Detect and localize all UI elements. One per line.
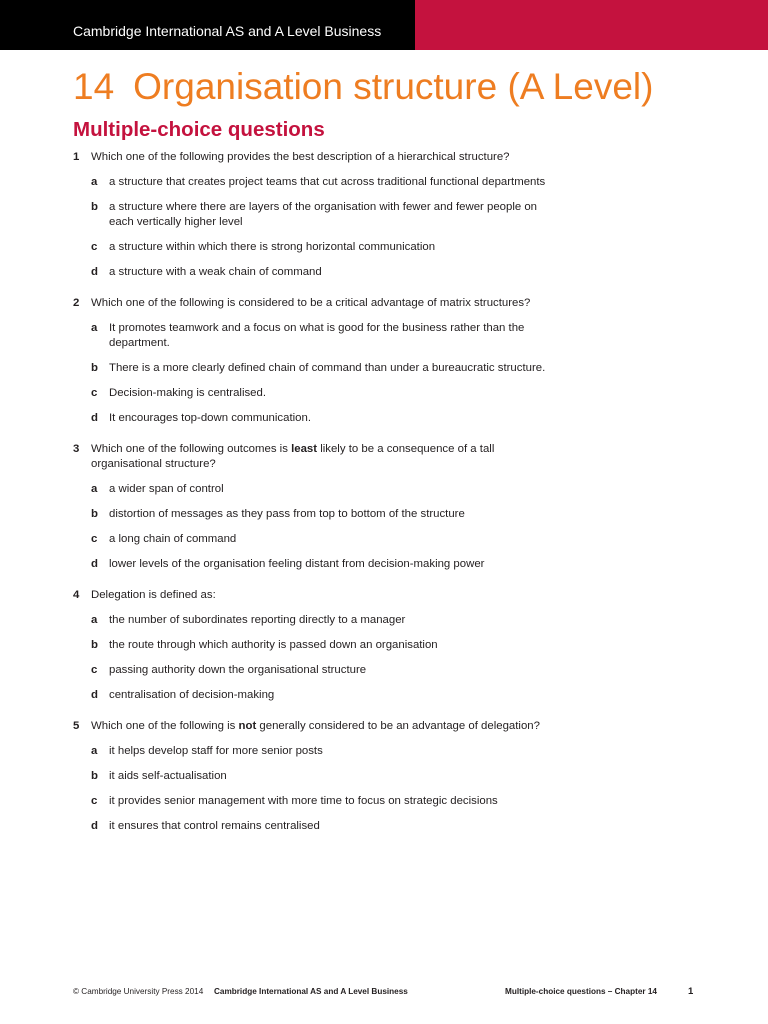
option-c <box>73 240 693 255</box>
option-a <box>73 175 693 190</box>
question-3 <box>73 442 693 588</box>
question-number: 5 <box>73 720 80 732</box>
question-stem <box>73 719 693 734</box>
option-c <box>73 794 693 809</box>
option-letter: a <box>91 483 98 495</box>
question-text-continued: organisational structure? <box>91 458 216 470</box>
question-number: 1 <box>73 151 80 163</box>
option-letter: d <box>91 412 98 424</box>
option-text: the route through which authority is passed down an organisation <box>109 639 438 651</box>
question-text: Which one of the following is considered to be a critical advantage of matrix structures? <box>91 297 531 309</box>
option-letter: c <box>91 241 98 253</box>
option-text: a long chain of command <box>109 533 237 545</box>
option-letter: a <box>91 322 98 334</box>
option-text: There is a more clearly defined chain of command than under a bureaucratic structure. <box>109 362 546 374</box>
question-stem <box>73 588 693 603</box>
option-text-continued: department. <box>109 337 170 349</box>
option-letter: d <box>91 558 98 570</box>
option-a <box>73 321 693 351</box>
option-d <box>73 688 693 703</box>
option-b <box>73 200 693 230</box>
question-4 <box>73 588 693 719</box>
option-c <box>73 663 693 678</box>
question-list <box>73 150 693 850</box>
option-text: a structure that creates project teams that cut across traditional functional departments <box>109 176 546 188</box>
option-text: the number of subordinates reporting directly to a manager <box>109 614 406 626</box>
option-letter: b <box>91 201 98 213</box>
option-b <box>73 507 693 522</box>
option-c <box>73 386 693 401</box>
option-a <box>73 613 693 628</box>
option-letter: d <box>91 689 98 701</box>
option-text: it helps develop staff for more senior posts <box>109 745 323 757</box>
chapter-number: 14 <box>73 66 115 107</box>
option-b <box>73 769 693 784</box>
question-stem <box>73 150 693 165</box>
option-text: distortion of messages as they pass from top to bottom of the structure <box>109 508 465 520</box>
option-text: a structure within which there is strong horizontal communication <box>109 241 436 253</box>
option-text: It encourages top-down communication. <box>109 412 311 424</box>
option-letter: a <box>91 614 98 626</box>
option-letter: c <box>91 533 98 545</box>
question-stem <box>73 442 693 472</box>
header-black-band <box>0 0 415 50</box>
option-text: passing authority down the organisational structure <box>109 664 367 676</box>
option-letter: c <box>91 387 98 399</box>
option-c <box>73 532 693 547</box>
option-text: a wider span of control <box>109 483 224 495</box>
header-bar <box>0 0 768 50</box>
question-text <box>91 442 693 457</box>
question-text: Which one of the following provides the best description of a hierarchical structure? <box>91 151 510 163</box>
option-text: Decision-making is centralised. <box>109 387 266 399</box>
option-text: it provides senior management with more time to focus on strategic decisions <box>109 795 498 807</box>
chapter-title: Organisation structure (A Level) <box>133 66 654 107</box>
question-number: 4 <box>73 589 80 601</box>
question-number: 3 <box>73 443 80 455</box>
section-title: Multiple-choice questions <box>73 118 325 141</box>
question-text-start: Which one of the following outcomes is <box>91 443 292 455</box>
option-text: lower levels of the organisation feeling distant from decision-making power <box>109 558 485 570</box>
option-letter: d <box>91 820 98 832</box>
header-title: Cambridge International AS and A Level Business <box>73 23 382 39</box>
header-accent-band <box>415 0 768 50</box>
option-d <box>73 411 693 426</box>
option-text: a structure where there are layers of the organisation with fewer and fewer people on <box>109 201 538 213</box>
footer-page-number: 1 <box>688 986 694 997</box>
footer-copyright: © Cambridge University Press 2014 <box>73 987 204 996</box>
question-emphasis: least <box>291 443 318 455</box>
question-text <box>91 719 693 734</box>
option-letter: b <box>91 639 98 651</box>
question-2 <box>73 296 693 442</box>
option-text-continued: each vertically higher level <box>109 216 243 228</box>
option-b <box>73 638 693 653</box>
option-letter: b <box>91 770 98 782</box>
question-text: Delegation is defined as: <box>91 589 216 601</box>
question-text-start: Which one of the following is <box>91 720 239 732</box>
option-d <box>73 819 693 834</box>
option-text: it ensures that control remains centralised <box>109 820 320 832</box>
footer-section-label: Multiple-choice questions – Chapter 14 <box>505 987 657 996</box>
option-a <box>73 744 693 759</box>
option-text: It promotes teamwork and a focus on what is good for the business rather than the <box>109 322 525 334</box>
option-letter: b <box>91 508 98 520</box>
option-letter: d <box>91 266 98 278</box>
question-text-end: likely to be a consequence of a tall <box>317 443 495 455</box>
option-letter: a <box>91 745 98 757</box>
option-letter: a <box>91 176 98 188</box>
question-stem <box>73 296 693 311</box>
chapter-heading <box>73 67 653 107</box>
option-d <box>73 265 693 280</box>
option-letter: b <box>91 362 98 374</box>
question-emphasis: not <box>238 720 257 732</box>
option-text: it aids self-actualisation <box>109 770 227 782</box>
option-text: a structure with a weak chain of command <box>109 266 322 278</box>
question-1 <box>73 150 693 296</box>
option-d <box>73 557 693 572</box>
option-b <box>73 361 693 376</box>
question-number: 2 <box>73 297 80 309</box>
question-5 <box>73 719 693 850</box>
option-text: centralisation of decision-making <box>109 689 275 701</box>
option-letter: c <box>91 664 98 676</box>
footer-book-title: Cambridge International AS and A Level Business <box>214 987 408 996</box>
option-a <box>73 482 693 497</box>
question-text-end: generally considered to be an advantage of delegation? <box>256 720 540 732</box>
option-letter: c <box>91 795 98 807</box>
